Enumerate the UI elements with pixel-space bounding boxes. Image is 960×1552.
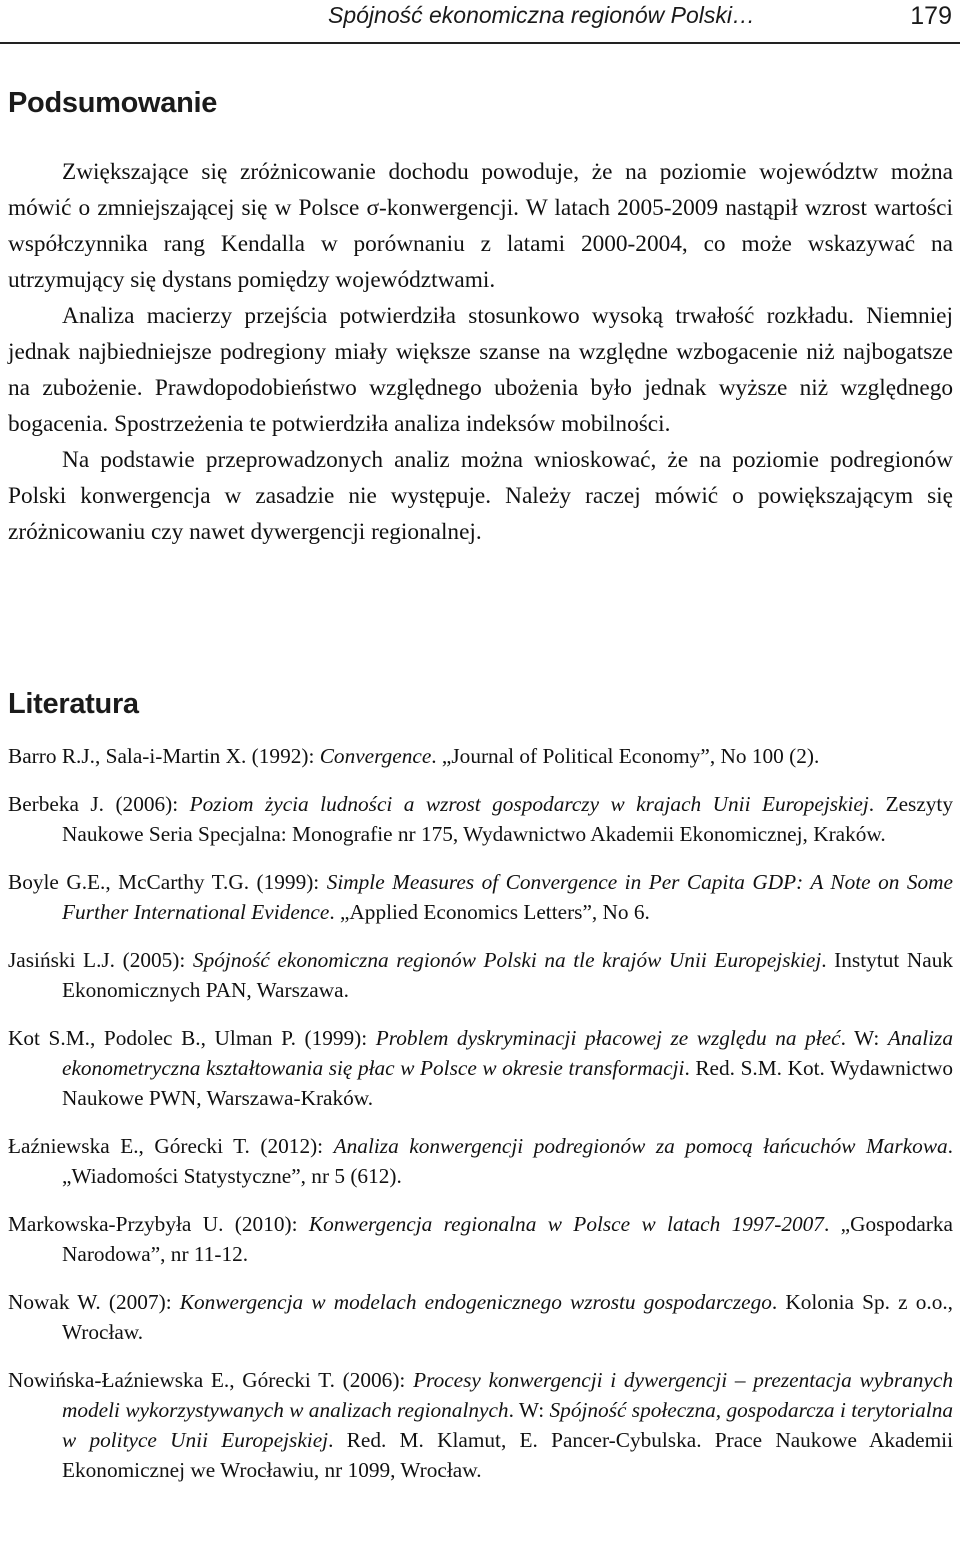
reference-title: Problem dyskryminacji płacowej ze względu na płeć: [375, 1026, 841, 1050]
reference-item: [8, 945, 953, 1005]
reference-title: Convergence: [319, 744, 432, 768]
running-header: [0, 0, 960, 44]
reference-item: [8, 741, 953, 771]
reference-title: Konwergencja regionalna w Polsce w latach 1997-2007: [308, 1212, 824, 1236]
reference-authors: Berbeka J. (2006):: [8, 792, 190, 816]
reference-title: Analiza konwergencji podregionów za pomocą łańcuchów Markowa: [333, 1134, 948, 1158]
reference-source: . Instytut Nauk Ekonomicznych PAN, Warszawa.: [62, 948, 954, 1002]
reference-authors: Jasiński L.J. (2005):: [8, 948, 193, 972]
summary-heading: Podsumowanie: [8, 87, 218, 119]
summary-paragraph: Na podstawie przeprowadzonych analiz można wnioskować, że na poziomie podregionów Polski konwergencja w zasadzie nie występuje. Należy raczej mówić o powiększającym się zróżnicowaniu czy nawet dywergencji regionalnej.: [8, 447, 953, 545]
reference-item: [8, 1287, 953, 1347]
reference-source: . „Applied Economics Letters”, No 6.: [329, 900, 650, 924]
literature-heading: Literatura: [8, 688, 139, 720]
reference-authors: Łaźniewska E., Górecki T. (2012):: [8, 1134, 334, 1158]
reference-source: . „Wiadomości Statystyczne”, nr 5 (612).: [62, 1134, 953, 1188]
reference-list: [8, 741, 953, 1485]
reference-authors: Kot S.M., Podolec B., Ulman P. (1999):: [8, 1026, 376, 1050]
summary-paragraph: Analiza macierzy przejścia potwierdziła stosunkowo wysoką trwałość rozkładu. Niemniej jednak najbiedniejsze podregiony miały większe szanse na względne wzbogacenie niż najbogatsze na zubożenie. Prawdopodobieństwo względnego ubożenia było jednak wyższe niż względnego bogacenia. Spostrzeżenia te potwierdziła analiza indeksów mobilności.: [8, 303, 953, 437]
reference-connector: . W:: [508, 1398, 550, 1422]
summary-body: [8, 154, 953, 550]
reference-book-title: Analiza ekonometryczna kształtowania się płac w Polsce w okresie transformacji: [62, 1026, 953, 1080]
page-number: 179: [910, 2, 952, 30]
reference-authors: Nowińska-Łaźniewska E., Górecki T. (2006):: [8, 1368, 414, 1392]
reference-authors: Nowak W. (2007):: [8, 1290, 180, 1314]
reference-title: Procesy konwergencji i dywergencji – prezentacja wybranych modeli wykorzystywanych w analizach regionalnych: [62, 1368, 953, 1422]
reference-title: Poziom życia ludności a wzrost gospodarczy w krajach Unii Europejskiej: [189, 792, 869, 816]
reference-connector: . W:: [840, 1026, 888, 1050]
reference-book-title: Spójność społeczna, gospodarcza i terytorialna w polityce Unii Europejskiej: [62, 1398, 953, 1452]
reference-item: [8, 867, 953, 927]
reference-source: . Red. S.M. Kot. Wydawnictwo Naukowe PWN, Warszawa-Kraków.: [62, 1056, 953, 1110]
reference-source: . „Journal of Political Economy”, No 100 (2).: [431, 744, 820, 768]
reference-source: . „Gospodarka Narodowa”, nr 11-12.: [62, 1212, 953, 1266]
running-title: Spójność ekonomiczna regionów Polski…: [328, 2, 755, 28]
reference-title: Simple Measures of Convergence in Per Capita GDP: A Note on Some Further International Evidence: [62, 870, 954, 924]
reference-authors: Markowska-Przybyła U. (2010):: [8, 1212, 309, 1236]
reference-item: [8, 789, 953, 849]
reference-item: [8, 1023, 953, 1113]
reference-authors: Barro R.J., Sala-i-Martin X. (1992):: [8, 744, 320, 768]
reference-item: [8, 1365, 953, 1485]
summary-paragraph: Zwiększające się zróżnicowanie dochodu powoduje, że na poziomie województw można mówić o zmniejszającej się w Polsce σ-konwergencji. W latach 2005-2009 nastąpił wzrost wartości współczynnika rang Kendalla w porównaniu z latami 2000-2004, co może wskazywać na utrzymujący się dystans pomiędzy województwami.: [8, 159, 953, 293]
reference-source: . Kolonia Sp. z o.o., Wrocław.: [62, 1290, 953, 1344]
reference-title: Spójność ekonomiczna regionów Polski na tle krajów Unii Europejskiej: [192, 948, 822, 972]
reference-item: [8, 1209, 953, 1269]
reference-item: [8, 1131, 953, 1191]
reference-authors: Boyle G.E., McCarthy T.G. (1999):: [8, 870, 327, 894]
reference-source: . Red. M. Klamut, E. Pancer-Cybulska. Prace Naukowe Akademii Ekonomicznej we Wrocławiu, nr 1099, Wrocław.: [62, 1428, 953, 1482]
reference-title: Konwergencja w modelach endogenicznego wzrostu gospodarczego: [179, 1290, 772, 1314]
reference-source: . Zeszyty Naukowe Seria Specjalna: Monografie nr 175, Wydawnictwo Akademii Ekonomicznej, Kraków.: [62, 792, 953, 846]
